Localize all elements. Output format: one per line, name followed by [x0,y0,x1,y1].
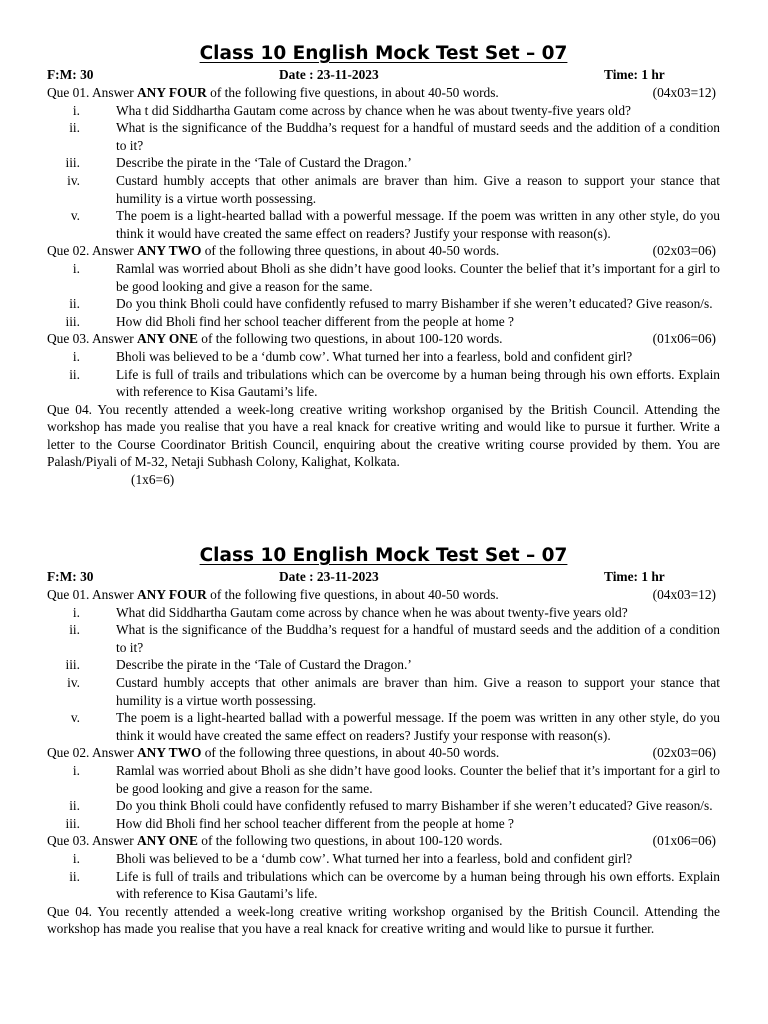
test-meta-row [47,568,720,586]
test-title: Class 10 English Mock Test Set – 07 [199,43,568,64]
question-03-heading: Que 03. Answer ANY ONE of the following two questions, in about 100-120 words. (01x06=06) [47,833,716,849]
list-item: i. Wha t did Siddhartha Gautam come across by chance when he was about twenty-five years old? [72,102,631,118]
list-item: i. What did Siddhartha Gautam come across by chance when he was about twenty-five years old? [72,604,628,620]
list-item: iv. Custard humbly accepts that other animals are braver than him. Give a reason to support your stance that humility is a virtue worth possessing. [67,172,720,206]
question-03-heading: Que 03. Answer ANY ONE of the following two questions, in about 100-120 words. (01x06=06) [47,331,716,347]
list-item: i. Bholi was believed to be a ‘dumb cow’. What turned her into a fearless, bold and confident girl? [72,850,633,866]
list-item: i. Ramlal was worried about Bholi as she didn’t have good looks. Counter the belief that it’s important for a girl to be good looking and give a reason for the same. [72,762,720,796]
list-item: iii. How did Bholi find her school teacher different from the people at home ? [65,313,514,329]
list-item: ii. Do you think Bholi could have confidently refused to marry Bishamber if she weren’t educated? Give reason/s. [69,296,713,312]
question-02-list [47,762,720,832]
list-item: iv. Custard humbly accepts that other animals are braver than him. Give a reason to support your stance that humility is a virtue worth possessing. [67,674,720,708]
list-item: ii. Do you think Bholi could have confidently refused to marry Bishamber if she weren’t educated? Give reason/s. [69,798,713,814]
test-date: Date : 23-11-2023 [279,67,379,82]
test-title: Class 10 English Mock Test Set – 07 [199,545,568,566]
question-04-text: Que 04. You recently attended a week-long creative writing workshop organised by the British Council. Attending the workshop has made you realise that you have a real knack for creative writing and would like to pursue it further. [47,903,720,937]
question-02-list [47,260,720,330]
question-03-list [47,348,720,401]
question-01-heading: Que 01. Answer ANY FOUR of the following five questions, in about 40-50 words. (04x03=12) [47,587,716,602]
list-item: ii. Life is full of trails and tribulations which can be overcome by a human being through his own efforts. Explain with reference to Kisa Gautami’s life. [69,868,720,902]
question-02-marks: (02x03=06) [652,243,716,259]
question-01-marks: (04x03=12) [652,587,716,602]
question-01-list [47,102,720,243]
question-01-heading: Que 01. Answer ANY FOUR of the following five questions, in about 40-50 words. (04x03=12) [47,85,716,100]
test-date: Date : 23-11-2023 [279,569,379,584]
list-item: iii. How did Bholi find her school teacher different from the people at home ? [65,815,514,831]
list-item: ii. What is the significance of the Buddha’s request for a handful of mustard seeds and the addition of a condition to it? [69,622,720,655]
list-item: ii. Life is full of trails and tribulations which can be overcome by a human being through his own efforts. Explain with reference to Kisa Gautami’s life. [69,366,720,400]
question-03-list [47,850,720,903]
mock-test-set-2 [47,544,720,938]
question-01-marks: (04x03=12) [652,85,716,100]
question-02-marks: (02x03=06) [652,745,716,761]
test-meta-row [47,66,720,84]
question-04-text: Que 04. You recently attended a week-long creative writing workshop organised by the British Council. Attending the workshop has made you realise that you have a real knack for creative writing and would like to pursue it further. Write a letter to the Course Coordinator British Council, enquiring about the creative writing course provided by them. You are Palash/Piyali of M-32, Netaji Subhash Colony, Kalighat, Kolkata. [47,401,720,470]
list-item: iii. Describe the pirate in the ‘Tale of Custard the Dragon.’ [65,657,412,673]
list-item: iii. Describe the pirate in the ‘Tale of Custard the Dragon.’ [65,155,412,171]
question-02-heading: Que 02. Answer ANY TWO of the following three questions, in about 40-50 words. (02x03=06) [47,243,716,259]
question-02-heading: Que 02. Answer ANY TWO of the following three questions, in about 40-50 words. (02x03=06) [47,745,716,761]
test-time: Time: 1 hr [604,569,665,584]
test-time: Time: 1 hr [604,67,665,82]
question-01-list [47,604,720,745]
list-item: i. Ramlal was worried about Bholi as she didn’t have good looks. Counter the belief that it’s important for a girl to be good looking and give a reason for the same. [72,260,720,294]
list-item: i. Bholi was believed to be a ‘dumb cow’. What turned her into a fearless, bold and confident girl? [72,348,633,364]
mock-test-set-1 [47,42,720,489]
question-03-marks: (01x06=06) [652,833,716,849]
list-item: v. The poem is a light-hearted ballad with a powerful message. If the poem was written in any other style, do you think it would have created the same effect on readers? Justify your response with reason(s). [70,208,720,241]
list-item: ii. What is the significance of the Buddha’s request for a handful of mustard seeds and the addition of a condition to it? [69,120,720,153]
question-03-marks: (01x06=06) [652,331,716,347]
list-item: v. The poem is a light-hearted ballad with a powerful message. If the poem was written in any other style, do you think it would have created the same effect on readers? Justify your response with reason(s). [70,710,720,743]
question-04-marks: (1x6=6) [131,472,175,488]
full-marks: F:M: 30 [47,569,94,584]
full-marks: F:M: 30 [47,67,94,82]
